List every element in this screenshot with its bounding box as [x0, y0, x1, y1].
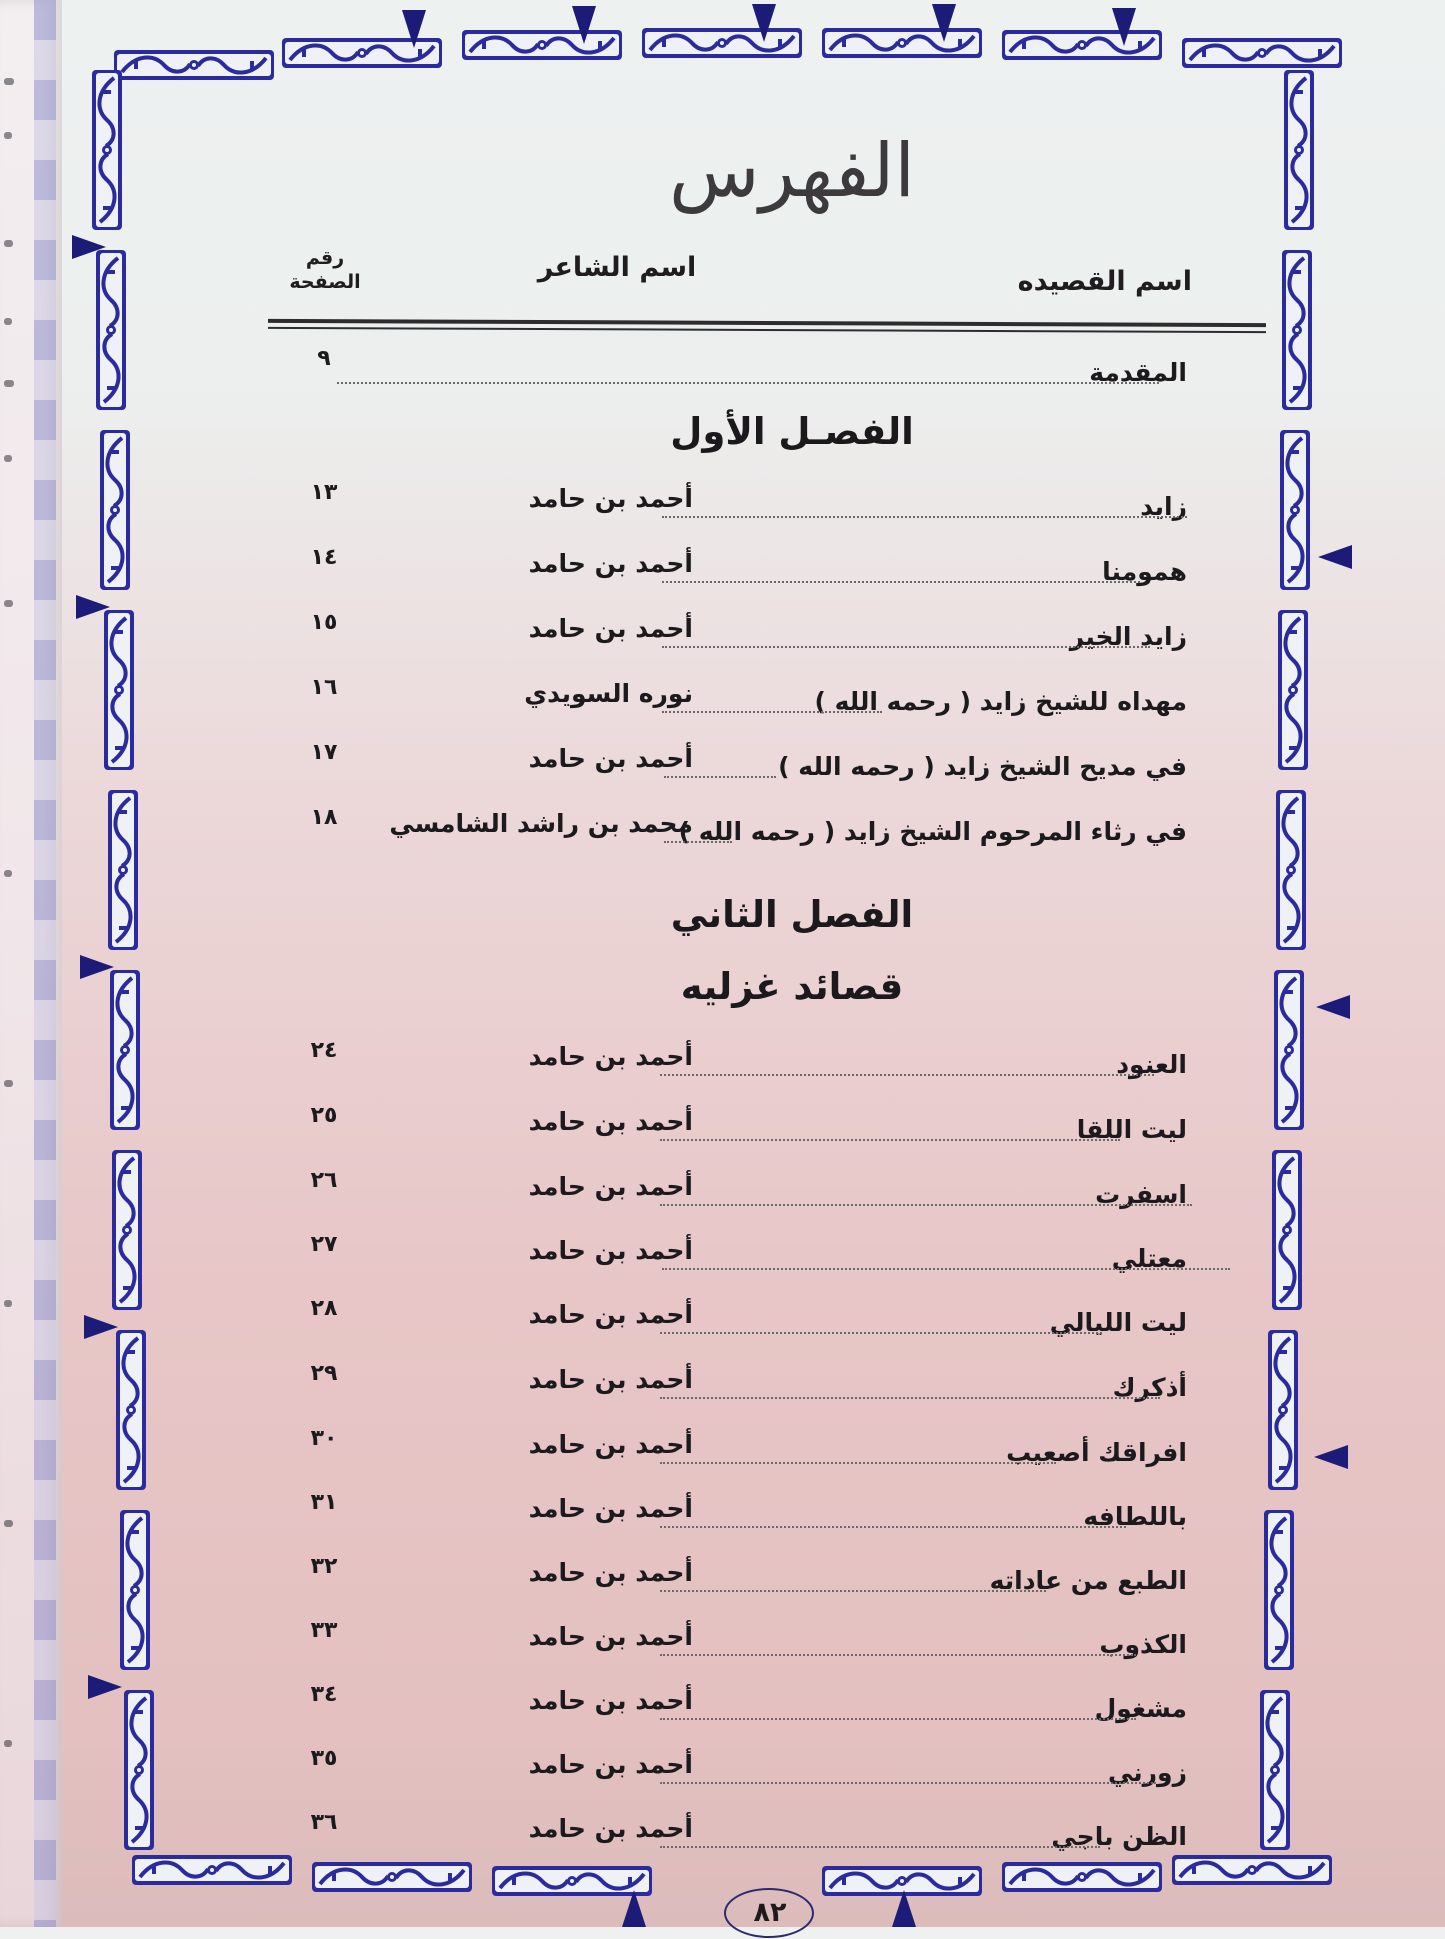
entry-poet: أحمد بن حامد — [528, 1236, 693, 1265]
entry-title: اسفرت — [1095, 1180, 1187, 1209]
adjacent-page-text-fragment — [4, 318, 12, 325]
entry-title: همومنا — [1102, 557, 1187, 586]
adjacent-page-text-fragment — [4, 1520, 13, 1527]
column-header-page-line2: الصفحة — [289, 271, 361, 293]
index-page — [62, 0, 1445, 1927]
adjacent-page-text-fragment — [4, 78, 14, 85]
dot-leader — [662, 1268, 1230, 1270]
adjacent-page-edge — [0, 0, 62, 1927]
dot-leader — [660, 1074, 1154, 1076]
adjacent-page-text-fragment — [4, 380, 14, 387]
entry-poet: أحمد بن حامد — [528, 484, 693, 513]
entry-page-number: ٣٣ — [310, 1618, 338, 1643]
index-entry[interactable] — [62, 1296, 1445, 1348]
index-entry[interactable] — [62, 1038, 1445, 1090]
dot-leader — [660, 1718, 1136, 1720]
adjacent-page-text-fragment — [4, 455, 12, 462]
entry-poet: أحمد بن حامد — [528, 614, 693, 643]
adjacent-page-text-fragment — [4, 600, 13, 607]
entry-title: معتلي — [1111, 1244, 1187, 1273]
adjacent-page-text-fragment — [4, 1740, 12, 1747]
entry-poet: أحمد بن حامد — [528, 1042, 693, 1071]
entry-title: زايد الخير — [1069, 622, 1187, 651]
entry-poet: أحمد بن حامد — [528, 549, 693, 578]
entry-poet: أحمد بن حامد — [528, 1430, 693, 1459]
entry-title: زورني — [1107, 1758, 1187, 1787]
entry-poet: أحمد بن حامد — [528, 1365, 693, 1394]
dot-leader — [660, 1397, 1160, 1399]
entry-title: الظن باجي — [1051, 1822, 1187, 1851]
entry-title: المقدمة — [1089, 358, 1187, 387]
dot-leader — [662, 646, 1150, 648]
index-entry[interactable] — [62, 480, 1445, 532]
entry-page-number: ٣٤ — [310, 1682, 338, 1707]
entry-page-number: ١٨ — [310, 805, 338, 830]
entry-poet: محمد بن راشد الشامسي — [389, 809, 693, 838]
entry-page-number: ٢٥ — [310, 1103, 338, 1128]
index-entry[interactable] — [62, 1618, 1445, 1670]
entry-page-number: ٢٧ — [310, 1232, 338, 1257]
dot-leader — [662, 516, 1187, 518]
entry-page-number: ٣٥ — [310, 1746, 338, 1771]
entry-poet: أحمد بن حامد — [528, 1814, 693, 1843]
entry-page-number: ٢٦ — [310, 1168, 338, 1193]
page-number: ٨٢ — [753, 1897, 787, 1928]
index-entry[interactable] — [62, 1490, 1445, 1542]
entry-title: الكذوب — [1099, 1630, 1187, 1659]
dot-leader — [660, 1782, 1156, 1784]
entry-page-number: ٢٩ — [310, 1361, 338, 1386]
entry-page-number: ٣٠ — [310, 1426, 338, 1451]
entry-page-number: ٣١ — [310, 1490, 338, 1515]
index-entry[interactable] — [62, 805, 1445, 857]
dot-leader — [660, 1462, 1056, 1464]
index-entry[interactable] — [62, 1232, 1445, 1284]
entry-poet: أحمد بن حامد — [528, 1622, 693, 1651]
chapter-heading-2: الفصل الثاني — [670, 893, 914, 936]
index-entry-intro[interactable] — [62, 346, 1445, 398]
dot-leader — [660, 1332, 1102, 1334]
entry-title: الطبع من عاداته — [989, 1566, 1187, 1595]
dot-leader — [660, 1139, 1120, 1141]
entry-title: العنود — [1116, 1050, 1187, 1079]
entry-page-number: ١٣ — [310, 480, 338, 505]
entry-page-number: ٩ — [317, 346, 331, 371]
dot-leader — [660, 1846, 1100, 1848]
index-entry[interactable] — [62, 675, 1445, 727]
index-entry[interactable] — [62, 545, 1445, 597]
index-entry[interactable] — [62, 1746, 1445, 1798]
entry-title: في مديح الشيخ زايد ( رحمه الله ) — [778, 752, 1187, 781]
entry-title: ليت اللقا — [1076, 1115, 1187, 1144]
entry-title: زايد — [1140, 492, 1187, 521]
entry-page-number: ٣٦ — [310, 1810, 338, 1835]
index-entry[interactable] — [62, 1168, 1445, 1220]
page-title: الفهرس — [669, 128, 915, 214]
entry-page-number: ١٥ — [310, 610, 338, 635]
entry-title: في رثاء المرحوم الشيخ زايد ( رحمه الله ) — [678, 817, 1187, 846]
dot-leader — [660, 1204, 1192, 1206]
adjacent-page-text-fragment — [4, 870, 12, 877]
column-header-page — [280, 246, 370, 294]
adjacent-page-text-fragment — [4, 240, 13, 247]
dot-leader — [662, 711, 882, 713]
index-entry[interactable] — [62, 1361, 1445, 1413]
dot-leader — [660, 1654, 1136, 1656]
entry-poet: أحمد بن حامد — [528, 1750, 693, 1779]
entry-poet: أحمد بن حامد — [528, 1107, 693, 1136]
entry-poet: أحمد بن حامد — [528, 1558, 693, 1587]
index-entry[interactable] — [62, 1426, 1445, 1478]
entry-title: أذكرك — [1112, 1373, 1187, 1402]
entry-page-number: ١٦ — [310, 675, 338, 700]
entry-title: افراقك أصعيب — [1006, 1438, 1187, 1467]
entry-page-number: ١٧ — [310, 740, 338, 765]
adjacent-page-text-fragment — [4, 132, 12, 139]
index-entry[interactable] — [62, 1682, 1445, 1734]
dot-leader — [664, 841, 732, 843]
entry-poet: أحمد بن حامد — [528, 1494, 693, 1523]
dot-leader — [660, 1590, 1046, 1592]
entry-title: مشغول — [1094, 1694, 1187, 1723]
chapter-subheading-2: قصائد غزليه — [680, 965, 904, 1008]
index-entry[interactable] — [62, 610, 1445, 662]
entry-title: ليت الليالي — [1049, 1308, 1187, 1337]
adjacent-page-border — [34, 0, 56, 1927]
adjacent-page-text-fragment — [4, 1300, 12, 1307]
column-header-page-line1: رقم — [305, 247, 345, 269]
column-header-poet: اسم الشاعر — [537, 252, 697, 283]
entry-poet: أحمد بن حامد — [528, 744, 693, 773]
entry-page-number: ١٤ — [310, 545, 338, 570]
entry-title: مهداه للشيخ زايد ( رحمه الله ) — [814, 687, 1187, 716]
index-entry[interactable] — [62, 1810, 1445, 1862]
adjacent-page-text-fragment — [4, 1080, 13, 1087]
index-entry[interactable] — [62, 1554, 1445, 1606]
dot-leader — [664, 776, 776, 778]
dot-leader — [337, 382, 1159, 384]
entry-page-number: ٣٢ — [310, 1554, 338, 1579]
entry-page-number: ٢٤ — [310, 1038, 338, 1063]
dot-leader — [662, 581, 1140, 583]
entry-poet: نوره السويدي — [524, 679, 693, 708]
index-entry[interactable] — [62, 740, 1445, 792]
dot-leader — [660, 1526, 1126, 1528]
entry-title: باللطافه — [1083, 1502, 1187, 1531]
column-header-poem: اسم القصيده — [1017, 266, 1192, 297]
entry-poet: أحمد بن حامد — [528, 1300, 693, 1329]
entry-poet: أحمد بن حامد — [528, 1172, 693, 1201]
chapter-heading-1: الفصـل الأول — [670, 410, 914, 453]
index-entry[interactable] — [62, 1103, 1445, 1155]
entry-page-number: ٢٨ — [310, 1296, 338, 1321]
entry-poet: أحمد بن حامد — [528, 1686, 693, 1715]
